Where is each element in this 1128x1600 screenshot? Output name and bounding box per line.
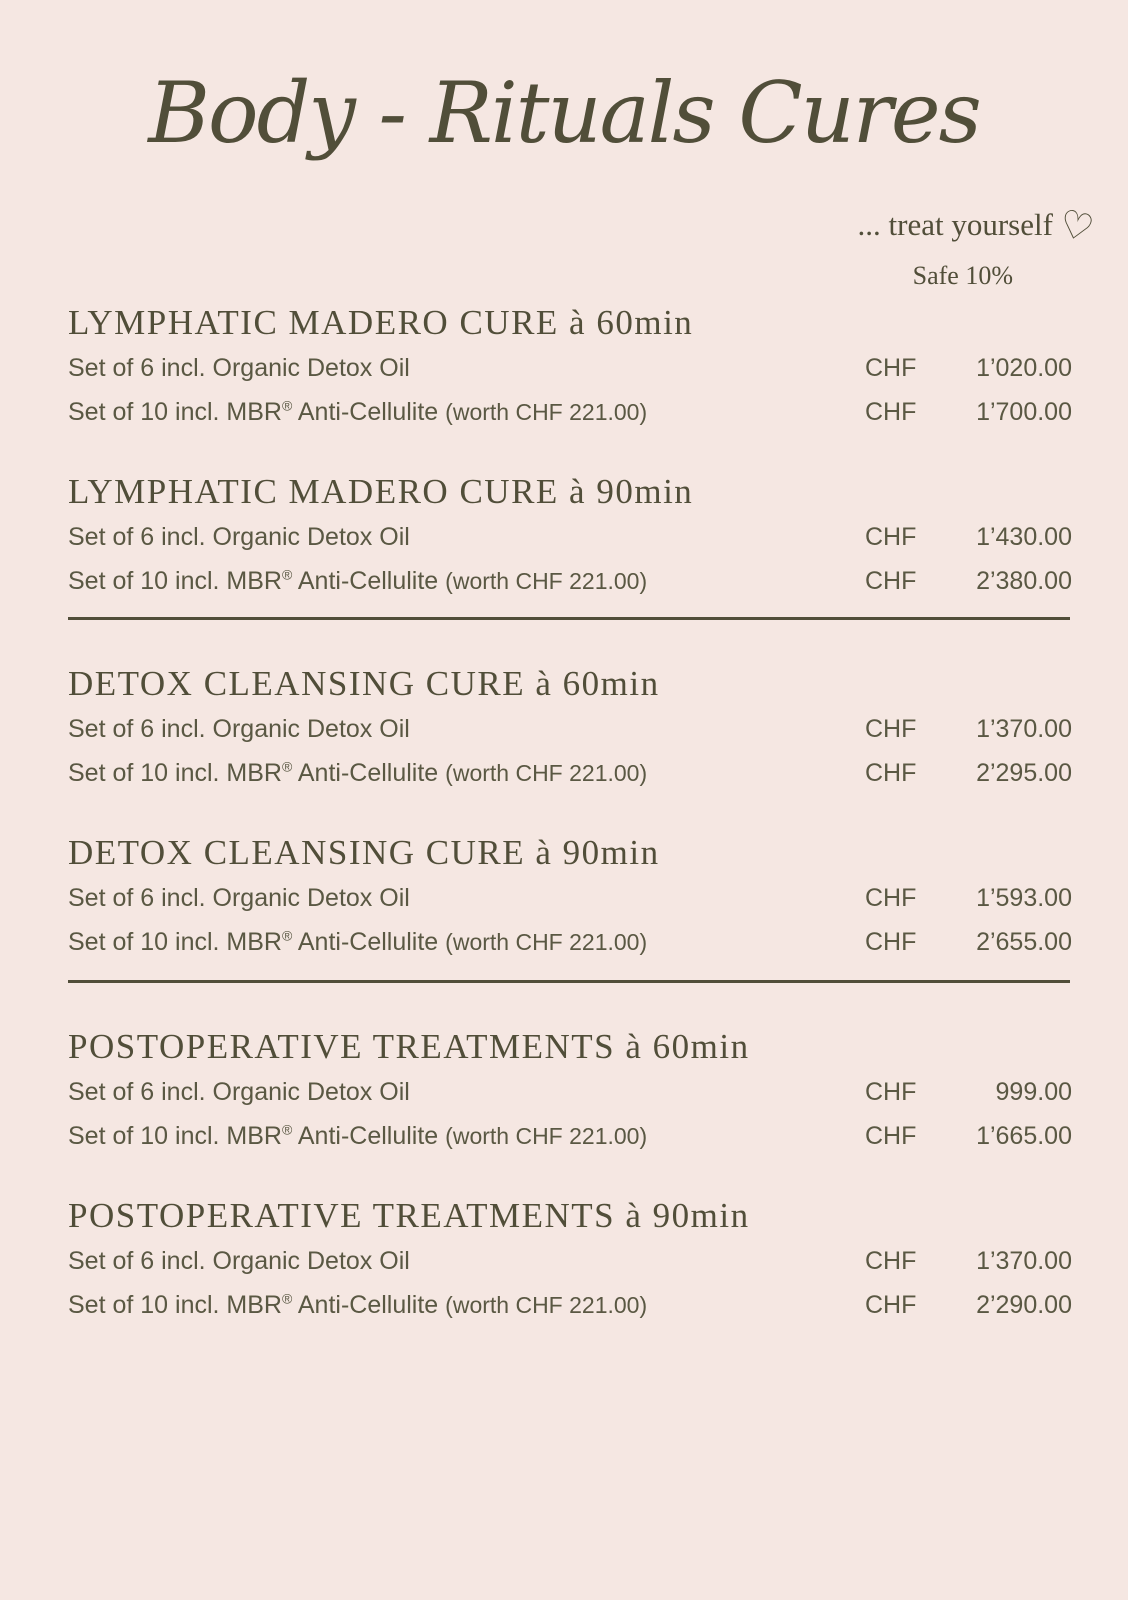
- section-detox-cleansing-60: [68, 666, 1072, 787]
- section-divider: [68, 617, 1070, 620]
- price-row: [68, 355, 1072, 382]
- price-value: 2’295.00: [976, 759, 1072, 788]
- promo-note: Safe 10%: [912, 261, 1013, 291]
- price-cell: [865, 1248, 1072, 1275]
- page-title: Body - Rituals Cures: [148, 64, 980, 162]
- treatment-label-rest: Anti-Cellulite: [292, 1291, 446, 1320]
- price-row: [68, 1079, 1072, 1106]
- price-row: [68, 929, 1072, 956]
- treatment-label-text: Set of 10 incl. MBR: [68, 759, 282, 788]
- treatment-label: [68, 929, 865, 956]
- tagline-text: ... treat yourself: [857, 207, 1053, 243]
- treatment-label: [68, 355, 865, 382]
- treatment-label: [68, 1248, 865, 1275]
- tagline: [0, 202, 1128, 252]
- price-cell: [865, 568, 1072, 595]
- price-row: [68, 1123, 1072, 1150]
- section-heading: LYMPHATIC MADERO CURE à 90min: [68, 472, 694, 512]
- treatment-label-text: Set of 10 incl. MBR: [68, 1122, 282, 1151]
- price-cell: [865, 885, 1072, 912]
- section-postoperative-60: [68, 1029, 1072, 1150]
- treatment-label: [68, 885, 865, 912]
- section-heading: DETOX CLEANSING CURE à 60min: [68, 664, 660, 704]
- price-cell: [865, 1079, 1072, 1106]
- price-cell: [865, 760, 1072, 787]
- currency-label: CHF: [865, 398, 917, 427]
- treatment-label-rest: Anti-Cellulite: [292, 398, 446, 427]
- worth-note: (worth CHF 221.00): [445, 1292, 648, 1319]
- section-heading: POSTOPERATIVE TREATMENTS à 90min: [68, 1196, 750, 1236]
- registered-trademark-icon: ®: [281, 1290, 293, 1307]
- registered-trademark-icon: ®: [281, 397, 293, 414]
- currency-label: CHF: [865, 567, 917, 596]
- currency-label: CHF: [865, 759, 917, 788]
- treatment-label-text: Set of 6 incl. Organic Detox Oil: [68, 1078, 410, 1107]
- price-row: [68, 1292, 1072, 1319]
- treatment-label-text: Set of 6 incl. Organic Detox Oil: [68, 354, 410, 383]
- price-cell: [865, 399, 1072, 426]
- section-heading: POSTOPERATIVE TREATMENTS à 60min: [68, 1027, 750, 1067]
- price-value: 1’020.00: [976, 354, 1072, 383]
- section-lymphatic-madero-90: [68, 474, 1072, 595]
- currency-label: CHF: [865, 928, 917, 957]
- currency-label: CHF: [865, 884, 917, 913]
- price-cell: [865, 929, 1072, 956]
- treatment-label-text: Set of 6 incl. Organic Detox Oil: [68, 1247, 410, 1276]
- worth-note: (worth CHF 221.00): [445, 399, 648, 426]
- price-value: 999.00: [995, 1078, 1072, 1107]
- price-value: 2’290.00: [976, 1291, 1072, 1320]
- currency-label: CHF: [865, 1078, 917, 1107]
- currency-label: CHF: [865, 1122, 917, 1151]
- registered-trademark-icon: ®: [281, 758, 293, 775]
- price-cell: [865, 1292, 1072, 1319]
- treatment-label-rest: Anti-Cellulite: [292, 567, 446, 596]
- section-heading: LYMPHATIC MADERO CURE à 60min: [68, 303, 694, 343]
- treatment-label: [68, 1292, 865, 1319]
- registered-trademark-icon: ®: [281, 927, 293, 944]
- price-cell: [865, 1123, 1072, 1150]
- section-heading: DETOX CLEANSING CURE à 90min: [68, 833, 660, 873]
- section-lymphatic-madero-60: [68, 305, 1072, 426]
- currency-label: CHF: [865, 1291, 917, 1320]
- treatment-label: [68, 399, 865, 426]
- currency-label: CHF: [865, 523, 917, 552]
- price-value: 1’430.00: [976, 523, 1072, 552]
- price-value: 2’655.00: [976, 928, 1072, 957]
- treatment-label-text: Set of 10 incl. MBR: [68, 928, 282, 957]
- currency-label: CHF: [865, 715, 917, 744]
- section-divider: [68, 980, 1070, 983]
- worth-note: (worth CHF 221.00): [445, 568, 648, 595]
- treatment-label: [68, 524, 865, 551]
- section-postoperative-90: [68, 1198, 1072, 1319]
- registered-trademark-icon: ®: [281, 1121, 293, 1138]
- treatment-label: [68, 1079, 865, 1106]
- treatment-label-rest: Anti-Cellulite: [292, 928, 446, 957]
- price-value: 1’700.00: [976, 398, 1072, 427]
- price-row: [68, 885, 1072, 912]
- treatment-label-text: Set of 10 incl. MBR: [68, 398, 282, 427]
- treatment-label: [68, 568, 865, 595]
- price-value: 1’370.00: [976, 1247, 1072, 1276]
- treatment-label: [68, 760, 865, 787]
- price-value: 1’370.00: [976, 715, 1072, 744]
- price-row: [68, 716, 1072, 743]
- price-cell: [865, 716, 1072, 743]
- registered-trademark-icon: ®: [281, 566, 293, 583]
- treatment-label-text: Set of 10 incl. MBR: [68, 1291, 282, 1320]
- worth-note: (worth CHF 221.00): [445, 929, 648, 956]
- treatment-label-rest: Anti-Cellulite: [292, 1122, 446, 1151]
- price-row: [68, 760, 1072, 787]
- price-row: [68, 1248, 1072, 1275]
- price-cell: [865, 355, 1072, 382]
- treatment-label: [68, 716, 865, 743]
- price-list-content: [0, 305, 1128, 1319]
- treatment-label-text: Set of 6 incl. Organic Detox Oil: [68, 884, 410, 913]
- currency-label: CHF: [865, 1247, 917, 1276]
- price-row: [68, 524, 1072, 551]
- price-row: [68, 399, 1072, 426]
- price-cell: [865, 524, 1072, 551]
- heart-icon: ♡: [1054, 202, 1098, 252]
- treatment-label-text: Set of 6 incl. Organic Detox Oil: [68, 715, 410, 744]
- worth-note: (worth CHF 221.00): [445, 1123, 648, 1150]
- price-row: [68, 568, 1072, 595]
- treatment-label: [68, 1123, 865, 1150]
- worth-note: (worth CHF 221.00): [445, 760, 648, 787]
- price-value: 1’593.00: [976, 884, 1072, 913]
- treatment-label-text: Set of 10 incl. MBR: [68, 567, 282, 596]
- currency-label: CHF: [865, 354, 917, 383]
- price-value: 2’380.00: [976, 567, 1072, 596]
- treatment-label-text: Set of 6 incl. Organic Detox Oil: [68, 523, 410, 552]
- price-value: 1’665.00: [976, 1122, 1072, 1151]
- section-detox-cleansing-90: [68, 835, 1072, 956]
- treatment-label-rest: Anti-Cellulite: [292, 759, 446, 788]
